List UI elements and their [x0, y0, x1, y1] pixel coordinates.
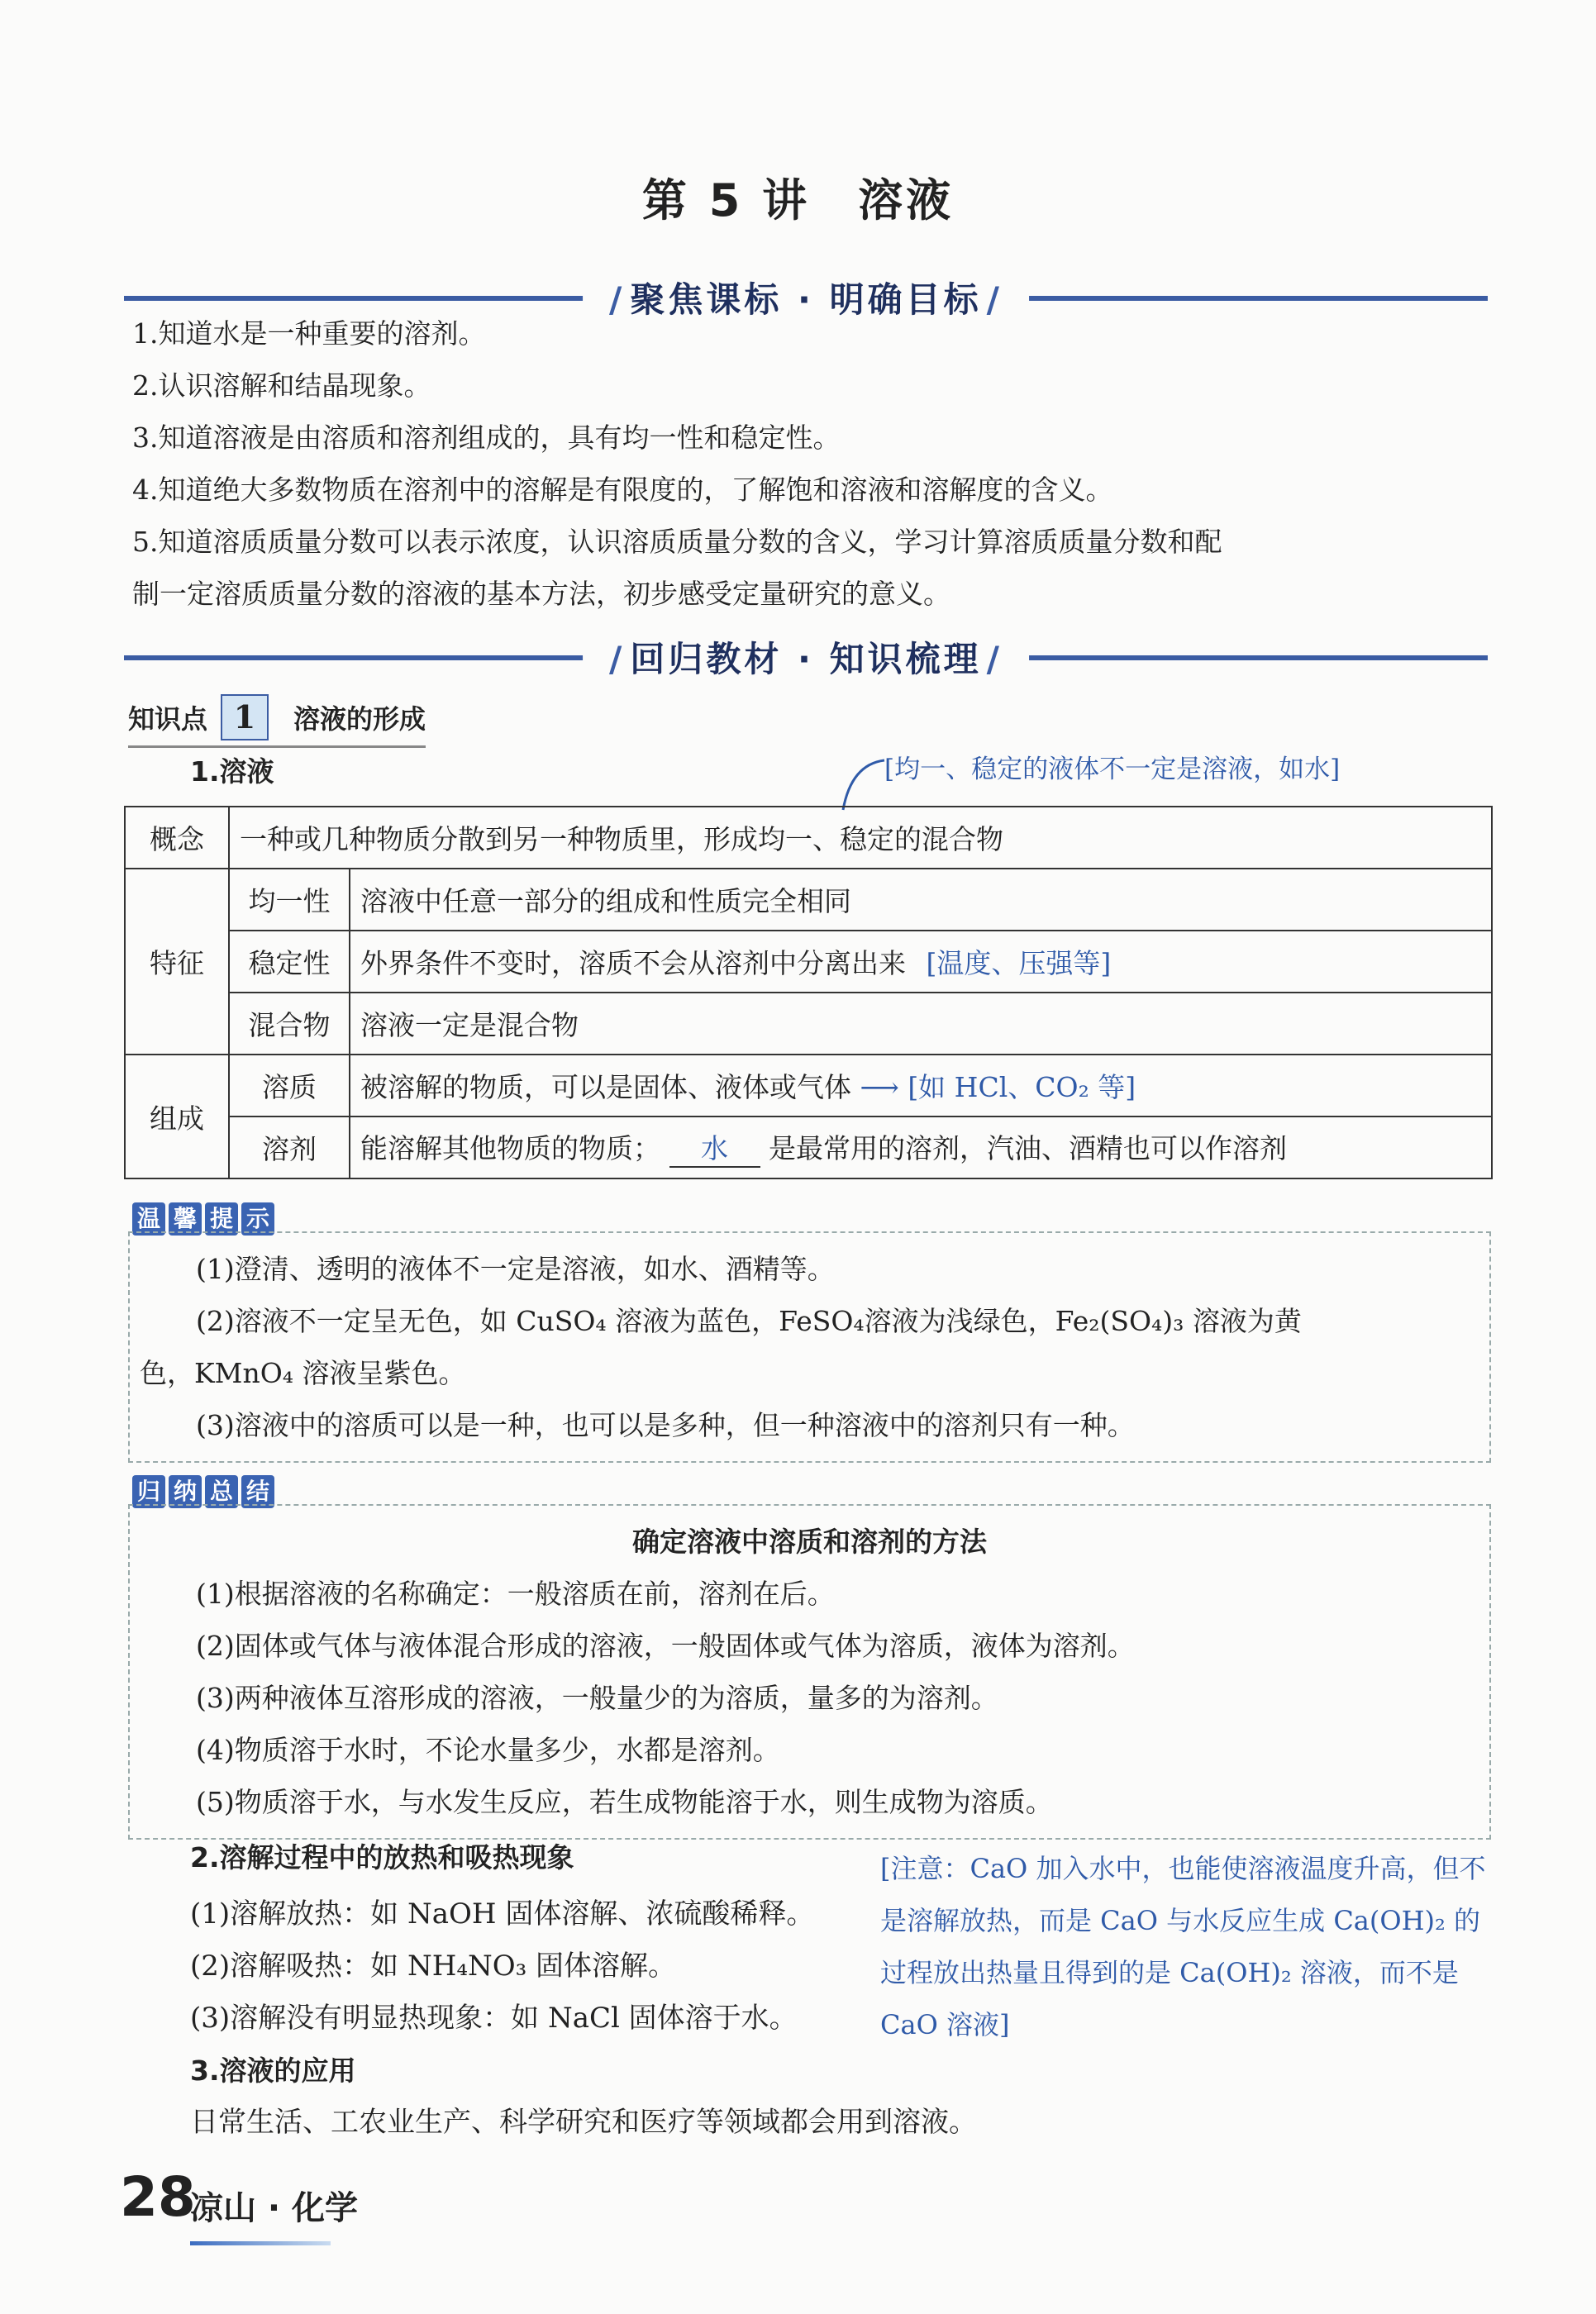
footer-bar	[190, 2241, 331, 2245]
table-cell-label: 溶剂	[229, 1117, 350, 1178]
tag-char: 提	[205, 1202, 238, 1236]
table-cell	[350, 1055, 1492, 1117]
stability-text: 外界条件不变时，溶质不会从溶剂中分离出来	[360, 947, 906, 979]
section-banner-review	[124, 632, 1488, 685]
arrow-icon: ⟶	[860, 1071, 899, 1103]
tag-char: 总	[205, 1475, 238, 1508]
tips-box	[128, 1231, 1491, 1463]
table-row	[125, 1055, 1492, 1117]
heat-item: (1)溶解放热：如 NaOH 固体溶解、浓硫酸稀释。	[190, 1897, 815, 1931]
solute-text: 被溶解的物质，可以是固体、液体或气体	[360, 1071, 851, 1103]
concept-text: 一种或几种物质分散到另一种物质里，形成均一、稳定的混合物	[240, 823, 1003, 855]
table-cell	[350, 1117, 1492, 1178]
page-number: 28	[120, 2165, 196, 2229]
table-cell-label: 均一性	[229, 869, 350, 931]
table-cell: 溶液中任意一部分的组成和性质完全相同	[350, 869, 1492, 931]
goal-item: 4.知道绝大多数物质在溶剂中的溶解是有限度的，了解饱和溶液和溶解度的含义。	[132, 474, 1113, 506]
table-cell-label: 稳定性	[229, 931, 350, 993]
heat-list	[190, 1888, 814, 2045]
summary-title: 确定溶液中溶质和溶剂的方法	[632, 1526, 987, 1558]
stability-note: [温度、压强等]	[926, 947, 1112, 979]
table-row	[125, 993, 1492, 1055]
table-row	[125, 807, 1492, 869]
table-row	[125, 1117, 1492, 1178]
tip-item: 色，KMnO₄ 溶液呈紫色。	[140, 1357, 466, 1389]
goal-item: 1.知道水是一种重要的溶剂。	[132, 317, 486, 350]
goal-item: 5.知道溶质质量分数可以表示浓度，认识溶质质量分数的含义，学习计算溶质质量分数和配	[132, 526, 1222, 558]
summary-item: (2)固体或气体与液体混合形成的溶液，一般固体或气体为溶质，液体为溶剂。	[196, 1630, 1135, 1662]
table-row	[125, 931, 1492, 993]
banner-label: / 回归教材 · 知识梳理 /	[583, 632, 1029, 682]
heat-item: (3)溶解没有明显热现象：如 NaCl 固体溶于水。	[190, 2002, 798, 2035]
banner-label: / 聚焦课标 · 明确目标 /	[583, 273, 1029, 322]
page-title: 第 5 讲 溶液	[641, 174, 955, 226]
tag-char: 纳	[169, 1475, 202, 1508]
table-cell-label: 混合物	[229, 993, 350, 1055]
footer-text: 凉山 · 化学	[190, 2189, 359, 2227]
tag-char: 馨	[169, 1202, 202, 1236]
table-cell-label: 溶质	[229, 1055, 350, 1117]
tag-char: 结	[241, 1475, 274, 1508]
subsection-title: 3.溶液的应用	[190, 2055, 356, 2087]
table-cell-label: 特征	[125, 869, 229, 1055]
tip-item: (2)溶液不一定呈无色，如 CuSO₄ 溶液为蓝色，FeSO₄溶液为浅绿色，Fe₂(SO₄)₃ 溶液为黄	[196, 1305, 1302, 1337]
summary-item: (1)根据溶液的名称确定：一般溶质在前，溶剂在后。	[196, 1578, 835, 1610]
table-row	[125, 869, 1492, 931]
solvent-text-post: 是最常用的溶剂，汽油、酒精也可以作溶剂	[769, 1132, 1287, 1164]
goal-item: 3.知道溶液是由溶质和溶剂组成的，具有均一性和稳定性。	[132, 421, 841, 454]
goal-item: 2.认识溶解和结晶现象。	[132, 369, 431, 402]
tag-char: 示	[241, 1202, 274, 1236]
heat-item: (2)溶解吸热：如 NH₄NO₃ 固体溶解。	[190, 1950, 677, 1983]
tag-char: 温	[132, 1202, 165, 1236]
goals-list	[132, 307, 1488, 620]
table-cell: 溶液一定是混合物	[350, 993, 1492, 1055]
kp-label: 知识点	[128, 703, 208, 735]
goal-item: 制一定溶质质量分数的溶液的基本方法，初步感受定量研究的意义。	[132, 578, 950, 610]
tip-item: (3)溶液中的溶质可以是一种，也可以是多种，但一种溶液中的溶剂只有一种。	[196, 1409, 1135, 1441]
solution-note: [均一、稳定的液体不一定是溶液，如水]	[884, 755, 1341, 784]
application-text: 日常生活、工农业生产、科学研究和医疗等领域都会用到溶液。	[190, 2106, 977, 2139]
solvent-blank: 水	[669, 1127, 760, 1168]
summary-item: (5)物质溶于水，与水发生反应，若生成物能溶于水，则生成物为溶质。	[196, 1786, 1053, 1818]
summary-item: (4)物质溶于水时，不论水量多少，水都是溶剂。	[196, 1734, 780, 1766]
solute-note: [如 HCl、CO₂ 等]	[908, 1071, 1136, 1103]
table-cell	[350, 931, 1492, 993]
tag-char: 归	[132, 1475, 165, 1508]
solvent-text-pre: 能溶解其他物质的物质；	[360, 1132, 660, 1164]
cao-note: [注意：CaO 加入水中，也能使溶液温度升高，但不是溶解放热，而是 CaO 与水反应生成 Ca(OH)₂ 的过程放出热量且得到的是 Ca(OH)₂ 溶液，而不是 CaO 溶液]	[880, 1853, 1486, 2040]
kp-number: 1	[221, 694, 269, 740]
summary-box	[128, 1504, 1491, 1840]
solution-table	[124, 806, 1493, 1179]
table-cell-label: 组成	[125, 1055, 229, 1178]
summary-item: (3)两种液体互溶形成的溶液，一般量少的为溶质，量多的为溶剂。	[196, 1682, 998, 1714]
subsection-title: 2.溶解过程中的放热和吸热现象	[190, 1841, 574, 1874]
table-cell-label: 概念	[125, 807, 229, 869]
tip-item: (1)澄清、透明的液体不一定是溶液，如水、酒精等。	[196, 1253, 835, 1285]
kp-title: 溶液的形成	[293, 703, 426, 735]
knowledge-point-header	[128, 693, 426, 748]
subsection-title: 1.溶液	[190, 755, 274, 788]
table-cell	[229, 807, 1492, 869]
